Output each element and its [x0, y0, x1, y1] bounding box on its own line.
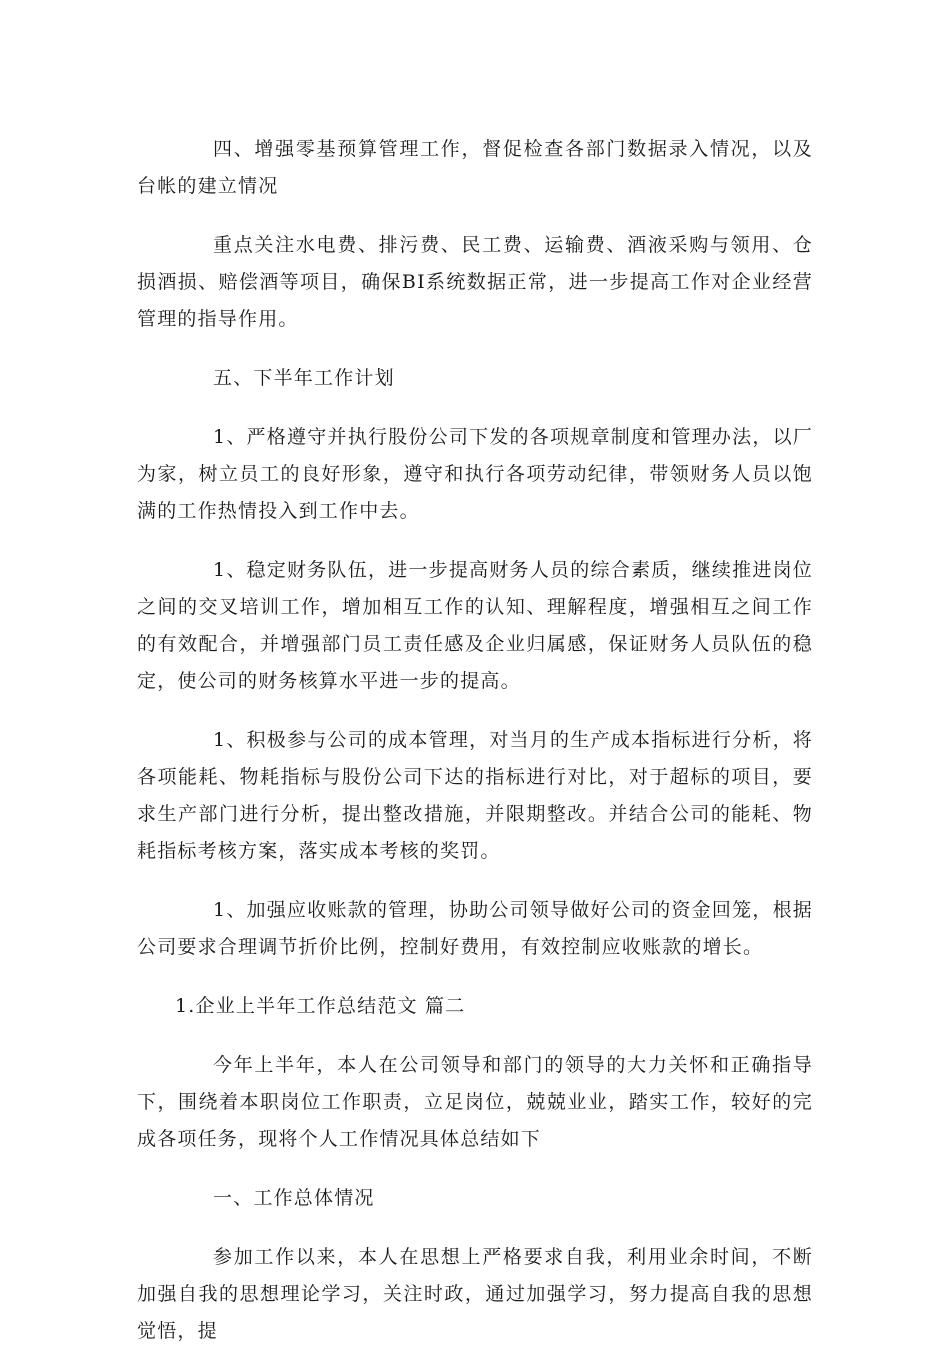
paragraph-focus-items: 重点关注水电费、排污费、民工费、运输费、酒液采购与领用、仓损酒损、赔偿酒等项目，确保BI系统数据正常，进一步提高工作对企业经营管理的指导作用。: [137, 234, 813, 330]
section-heading-5: 五、下半年工作计划: [213, 367, 395, 389]
section-heading-1: 一、工作总体情况: [213, 1187, 375, 1209]
section-heading-4: 四、增强零基预算管理工作，督促检查各部门数据录入情况，以及台帐的建立情况: [137, 138, 813, 197]
plan-item-team: 1、稳定财务队伍，进一步提高财务人员的综合素质，继续推进岗位之间的交叉培训工作，增加相互工作的认知、理解程度，增强相互之间工作的有效配合，并增强部门员工责任感及企业归属感，保证财务人员队伍的稳定，使公司的财务核算水平进一步的提高。: [137, 559, 813, 692]
document-body: [137, 131, 813, 1372]
paragraph-overview: 参加工作以来，本人在思想上严格要求自我，利用业余时间，不断加强自我的思想理论学习，关注时政，通过加强学习，努力提高自我的思想觉悟，提: [137, 1246, 813, 1342]
plan-item-cost: 1、积极参与公司的成本管理，对当月的生产成本指标进行分析，将各项能耗、物耗指标与股份公司下达的指标进行对比，对于超标的项目，要求生产部门进行分析，提出整改措施，并限期整改。并结合公司的能耗、物耗指标考核方案，落实成本考核的奖罚。: [137, 729, 813, 862]
paragraph-intro: 今年上半年，本人在公司领导和部门的领导的大力关怀和正确指导下，围绕着本职岗位工作职责，立足岗位，兢兢业业，踏实工作，较好的完成各项任务，现将个人工作情况具体总结如下: [137, 1054, 813, 1150]
plan-item-rules: 1、严格遵守并执行股份公司下发的各项规章制度和管理办法，以厂为家，树立员工的良好形象，遵守和执行各项劳动纪律，带领财务人员以饱满的工作热情投入到工作中去。: [137, 426, 813, 522]
plan-item-receivables: 1、加强应收账款的管理，协助公司领导做好公司的资金回笼，根据公司要求合理调节折价比例，控制好费用，有效控制应收账款的增长。: [137, 899, 813, 958]
article-subtitle: 1.企业上半年工作总结范文 篇二: [175, 995, 466, 1017]
